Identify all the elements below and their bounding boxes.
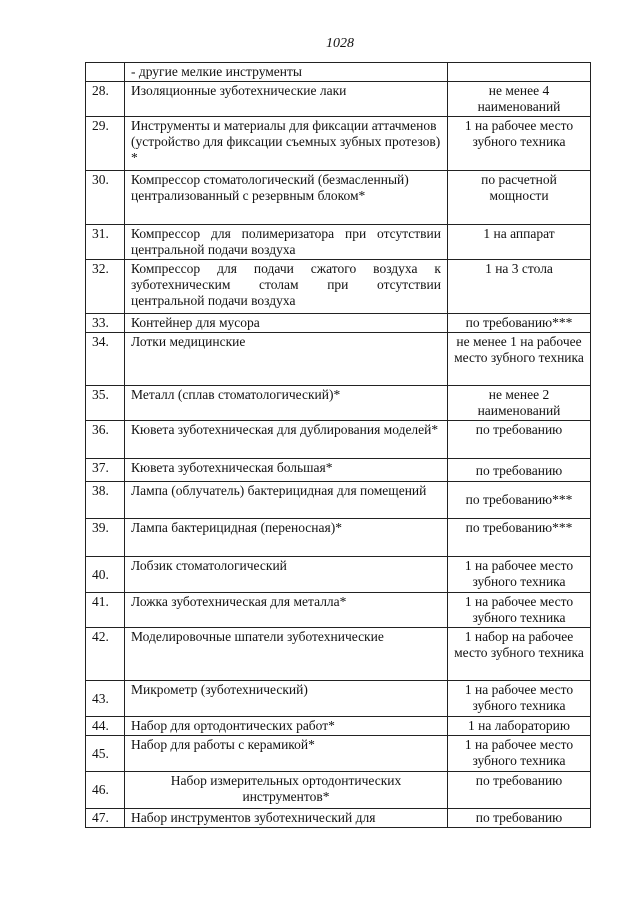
table-row bbox=[86, 809, 591, 828]
table-row bbox=[86, 171, 591, 225]
item-quantity: 1 на 3 стола bbox=[448, 260, 591, 314]
equipment-table bbox=[85, 62, 591, 828]
table-row bbox=[86, 736, 591, 772]
item-name: Ложка зуботехническая для металла* bbox=[125, 593, 448, 628]
table-row bbox=[86, 225, 591, 260]
table-row bbox=[86, 386, 591, 421]
item-quantity: 1 на рабочее место зубного техника bbox=[448, 557, 591, 593]
row-number: 37. bbox=[86, 459, 125, 482]
item-quantity: не менее 1 на рабочее место зубного техника bbox=[448, 333, 591, 386]
item-name: Кювета зуботехническая для дублирования моделей* bbox=[125, 421, 448, 459]
row-number: 33. bbox=[86, 314, 125, 333]
item-name: Моделировочные шпатели зуботехнические bbox=[125, 628, 448, 681]
item-name: Лотки медицинские bbox=[125, 333, 448, 386]
table-row bbox=[86, 482, 591, 519]
item-name: Компрессор для полимеризатора при отсутствии центральной подачи воздуха bbox=[125, 225, 448, 260]
row-number: 29. bbox=[86, 117, 125, 171]
item-name: Компрессор стоматологический (безмасленный) централизованный с резервным блоком* bbox=[125, 171, 448, 225]
page-number: 1028 bbox=[326, 36, 354, 51]
item-name: Лампа (облучатель) бактерицидная для помещений bbox=[125, 482, 448, 519]
table-row bbox=[86, 628, 591, 681]
row-number bbox=[86, 63, 125, 82]
row-number: 42. bbox=[86, 628, 125, 681]
item-name: Кювета зуботехническая большая* bbox=[125, 459, 448, 482]
item-quantity: по требованию*** bbox=[448, 482, 591, 519]
item-name: Контейнер для мусора bbox=[125, 314, 448, 333]
table-row bbox=[86, 459, 591, 482]
item-quantity: по требованию bbox=[448, 772, 591, 809]
table-row bbox=[86, 260, 591, 314]
item-quantity: 1 на рабочее место зубного техника bbox=[448, 681, 591, 717]
item-quantity: 1 на лабораторию bbox=[448, 717, 591, 736]
row-number: 30. bbox=[86, 171, 125, 225]
item-name: - другие мелкие инструменты bbox=[125, 63, 448, 82]
item-quantity: по требованию bbox=[448, 421, 591, 459]
table-row bbox=[86, 333, 591, 386]
row-number: 28. bbox=[86, 82, 125, 117]
table-row bbox=[86, 717, 591, 736]
row-number: 35. bbox=[86, 386, 125, 421]
item-quantity: не менее 4 наименований bbox=[448, 82, 591, 117]
item-name: Лампа бактерицидная (переносная)* bbox=[125, 519, 448, 557]
item-quantity: по требованию*** bbox=[448, 519, 591, 557]
row-number: 40. bbox=[86, 557, 125, 593]
item-quantity: 1 на рабочее место зубного техника bbox=[448, 117, 591, 171]
row-number: 39. bbox=[86, 519, 125, 557]
row-number: 41. bbox=[86, 593, 125, 628]
item-name: Лобзик стоматологический bbox=[125, 557, 448, 593]
row-number: 44. bbox=[86, 717, 125, 736]
item-quantity: 1 на аппарат bbox=[448, 225, 591, 260]
item-quantity: по требованию bbox=[448, 809, 591, 828]
item-quantity bbox=[448, 63, 591, 82]
table-row bbox=[86, 772, 591, 809]
item-quantity: не менее 2 наименований bbox=[448, 386, 591, 421]
row-number: 32. bbox=[86, 260, 125, 314]
item-name: Инструменты и материалы для фиксации аттачменов (устройство для фиксации съемных зубных протезов) * bbox=[125, 117, 448, 171]
item-name: Набор для работы с керамикой* bbox=[125, 736, 448, 772]
row-number: 34. bbox=[86, 333, 125, 386]
table-row bbox=[86, 557, 591, 593]
row-number: 46. bbox=[86, 772, 125, 809]
item-quantity: по расчетной мощности bbox=[448, 171, 591, 225]
row-number: 45. bbox=[86, 736, 125, 772]
item-name: Металл (сплав стоматологический)* bbox=[125, 386, 448, 421]
row-number: 47. bbox=[86, 809, 125, 828]
table-row bbox=[86, 63, 591, 82]
table-row bbox=[86, 314, 591, 333]
item-quantity: 1 набор на рабочее место зубного техника bbox=[448, 628, 591, 681]
item-name: Изоляционные зуботехнические лаки bbox=[125, 82, 448, 117]
item-name: Микрометр (зуботехнический) bbox=[125, 681, 448, 717]
table-row bbox=[86, 519, 591, 557]
row-number: 43. bbox=[86, 681, 125, 717]
item-name: Набор измерительных ортодонтических инструментов* bbox=[125, 772, 448, 809]
row-number: 31. bbox=[86, 225, 125, 260]
table-row bbox=[86, 421, 591, 459]
item-quantity: по требованию*** bbox=[448, 314, 591, 333]
item-name: Набор инструментов зуботехнический для bbox=[125, 809, 448, 828]
table-row bbox=[86, 681, 591, 717]
table-row bbox=[86, 82, 591, 117]
table-row bbox=[86, 117, 591, 171]
row-number: 36. bbox=[86, 421, 125, 459]
item-quantity: по требованию bbox=[448, 459, 591, 482]
row-number: 38. bbox=[86, 482, 125, 519]
item-name: Набор для ортодонтических работ* bbox=[125, 717, 448, 736]
item-quantity: 1 на рабочее место зубного техника bbox=[448, 593, 591, 628]
table-row bbox=[86, 593, 591, 628]
item-name: Компрессор для подачи сжатого воздуха к зуботехническим столам при отсутствии центральной подачи воздуха bbox=[125, 260, 448, 314]
item-quantity: 1 на рабочее место зубного техника bbox=[448, 736, 591, 772]
